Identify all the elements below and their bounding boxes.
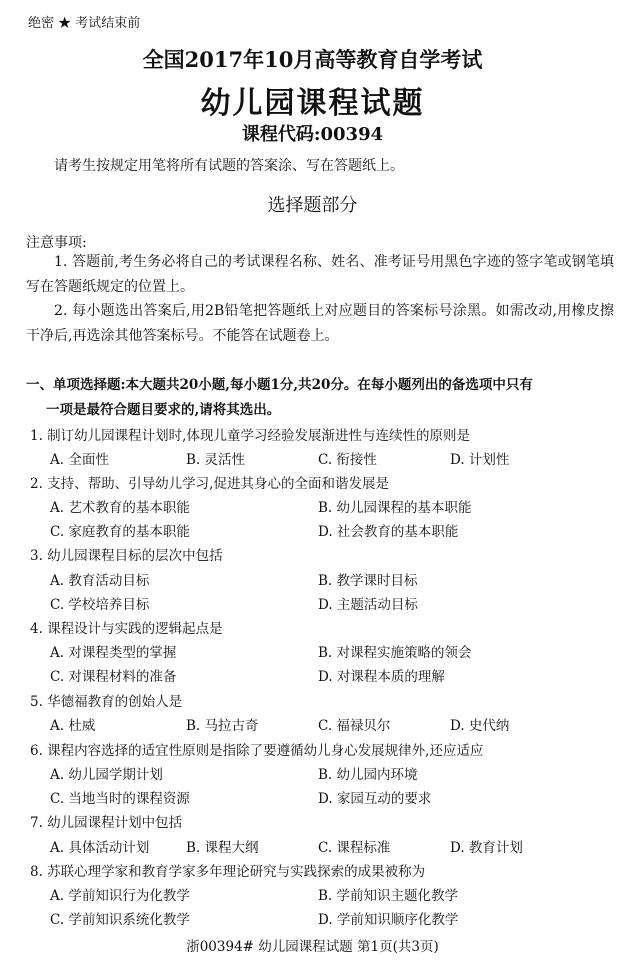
question-8-option-c: C. 学前知识系统化教学	[50, 912, 190, 928]
question-1-option-b: B. 灵活性	[186, 452, 246, 468]
question-3-option-d: D. 主题活动目标	[318, 597, 418, 613]
notice-heading: 注意事项:	[26, 235, 87, 251]
question-1-option-c: C. 衔接性	[318, 452, 377, 468]
question-4-option-a: A. 对课程类型的掌握	[50, 645, 177, 661]
question-6-option-a: A. 幼儿园学期计划	[50, 767, 163, 783]
question-1-stem: 1. 制订幼儿园课程计划时,体现儿童学习经验发展渐进性与连续性的原则是	[30, 428, 470, 444]
question-3-option-b: B. 教学课时目标	[318, 573, 418, 589]
question-5-stem: 5. 华德福教育的创始人是	[30, 694, 183, 710]
question-7-option-c: C. 课程标准	[318, 840, 391, 856]
question-3-option-c: C. 学校培养目标	[50, 597, 150, 613]
question-8-option-a: A. 学前知识行为化教学	[50, 888, 190, 904]
question-7-option-b: B. 课程大纲	[186, 840, 259, 856]
question-2-stem: 2. 支持、帮助、引导幼儿学习,促进其身心的全面和谐发展是	[30, 476, 389, 492]
question-4-option-c: C. 对课程材料的准备	[50, 669, 177, 685]
secret-mark: 绝密 ★ 考试结束前	[28, 16, 141, 31]
section-title: 选择题部分	[267, 195, 358, 216]
part1-line-2: 一项是最符合题目要求的,请将其选出。	[46, 402, 281, 418]
question-5-option-d: D. 史代纳	[450, 718, 510, 734]
question-4-option-b: B. 对课程实施策略的领会	[318, 645, 472, 661]
question-2-option-d: D. 社会教育的基本职能	[318, 524, 459, 540]
instruction: 请考生按规定用笔将所有试题的答案涂、写在答题纸上。	[54, 158, 404, 174]
question-6-option-d: D. 家园互动的要求	[318, 791, 432, 807]
question-1-option-d: D. 计划性	[450, 452, 510, 468]
part1-heading	[26, 373, 606, 423]
subject-title: 幼儿园课程试题	[200, 86, 425, 121]
question-8-stem: 8. 苏联心理学家和教育学家多年理论研究与实践探索的成果被称为	[30, 864, 426, 880]
exam-title: 全国2017年10月高等教育自学考试	[142, 47, 483, 72]
question-6-option-c: C. 当地当时的课程资源	[50, 791, 190, 807]
notice-item-2: 2. 每小题选出答案后,用2B铅笔把答题纸上对应题目的答案标号涂黑。如需改动,用橡皮擦干净后,再选涂其他答案标号。不能答在试题卷上。	[26, 303, 614, 344]
question-5-option-c: C. 福禄贝尔	[318, 718, 391, 734]
question-8-option-d: D. 学前知识顺序化教学	[318, 912, 459, 928]
question-8-option-b: B. 学前知识主题化教学	[318, 888, 459, 904]
question-1-option-a: A. 全面性	[50, 452, 109, 468]
question-3-stem: 3. 幼儿园课程目标的层次中包括	[30, 548, 223, 564]
question-4-stem: 4. 课程设计与实践的逻辑起点是	[30, 621, 223, 637]
question-3-option-a: A. 教育活动目标	[50, 573, 150, 589]
question-7-stem: 7. 幼儿园课程计划中包括	[30, 815, 183, 831]
course-code: 课程代码:00394	[241, 124, 384, 145]
notice-item-1: 1. 答题前,考生务必将自己的考试课程名称、姓名、准考证号用黑色字迹的签字笔或钢笔填写在答题纸规定的位置上。	[26, 254, 614, 295]
question-2-option-b: B. 幼儿园课程的基本职能	[318, 500, 472, 516]
question-2-option-c: C. 家庭教育的基本职能	[50, 524, 190, 540]
question-6-stem: 6. 课程内容选择的适宜性原则是指除了要遵循幼儿身心发展规律外,还应适应	[30, 743, 484, 759]
part1-line-1: 一、单项选择题:本大题共20小题,每小题1分,共20分。在每小题列出的备选项中只有	[26, 377, 533, 393]
page-footer: 浙00394# 幼儿园课程试题 第1页(共3页)	[186, 939, 439, 955]
question-6-option-b: B. 幼儿园内环境	[318, 767, 418, 783]
question-7-option-a: A. 具体活动计划	[50, 840, 150, 856]
question-5-option-a: A. 杜威	[50, 718, 96, 734]
question-2-option-a: A. 艺术教育的基本职能	[50, 500, 190, 516]
question-4-option-d: D. 对课程本质的理解	[318, 669, 445, 685]
question-5-option-b: B. 马拉古奇	[186, 718, 259, 734]
question-7-option-d: D. 教育计划	[450, 840, 523, 856]
